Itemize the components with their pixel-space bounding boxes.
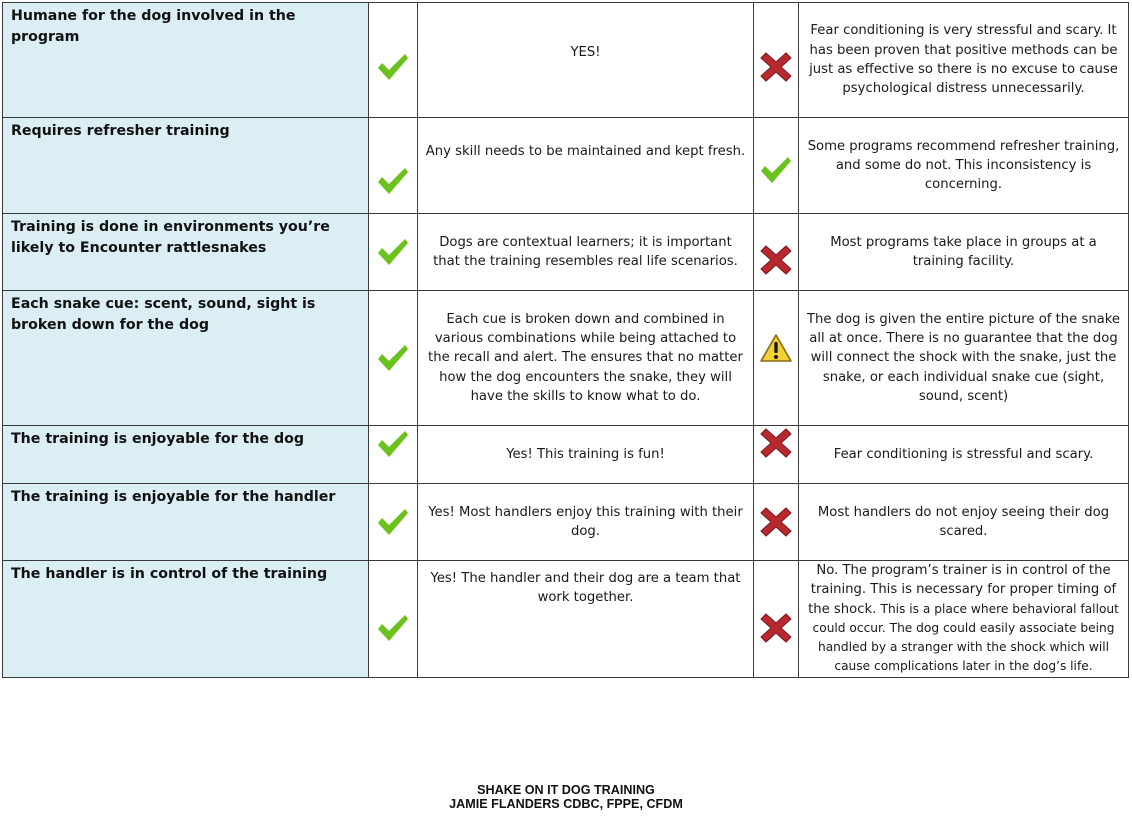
table-row (3, 561, 1129, 678)
positive-text: Yes! Most handlers enjoy this training with their dog. (428, 504, 743, 539)
check-icon (369, 343, 417, 373)
negative-text-cell (799, 3, 1129, 118)
negative-icon-cell (754, 118, 799, 214)
positive-text: YES! (570, 45, 601, 60)
positive-text-cell (418, 426, 754, 484)
x-icon (754, 51, 798, 83)
check-icon (369, 166, 417, 196)
negative-text: Most handlers do not enjoy seeing their dog scared. (817, 504, 1110, 539)
table-row (3, 214, 1129, 291)
negative-icon-cell (754, 291, 799, 426)
table-row (3, 3, 1129, 118)
positive-text: Yes! The handler and their dog are a team that work together. (430, 571, 741, 606)
check-icon (369, 429, 417, 459)
negative-text-cell (799, 426, 1129, 484)
check-icon (754, 155, 798, 185)
negative-text-cell (799, 561, 1129, 678)
footer-author: JAMIE FLANDERS CDBC, FPPE, CFDM (449, 797, 683, 811)
positive-text-cell (418, 291, 754, 426)
positive-text-cell (418, 214, 754, 291)
table-row (3, 118, 1129, 214)
check-icon (369, 52, 417, 82)
positive-icon-cell (369, 3, 418, 118)
positive-text-cell (418, 561, 754, 678)
criterion-cell: Training is done in environments you’re likely to Encounter rattlesnakes (3, 214, 369, 291)
negative-text: Some programs recommend refresher training, and some do not. This inconsistency is concerning. (807, 138, 1120, 193)
negative-icon-cell (754, 214, 799, 291)
footer (0, 783, 1132, 811)
check-icon (369, 613, 417, 643)
footer-company: SHAKE ON IT DOG TRAINING (477, 783, 655, 797)
positive-icon-cell (369, 291, 418, 426)
x-icon (754, 244, 798, 276)
criterion-cell: The training is enjoyable for the handler (3, 484, 369, 561)
negative-icon-cell (754, 484, 799, 561)
criterion-cell: Requires refresher training (3, 118, 369, 214)
check-icon (369, 507, 417, 537)
criterion-cell: The training is enjoyable for the dog (3, 426, 369, 484)
check-icon (369, 237, 417, 267)
table-row (3, 426, 1129, 484)
positive-text: Dogs are contextual learners; it is important that the training resembles real life scenarios. (433, 234, 738, 269)
comparison-table (2, 2, 1129, 678)
positive-icon-cell (369, 561, 418, 678)
negative-text-cell (799, 291, 1129, 426)
negative-text-cell (799, 484, 1129, 561)
negative-text: No. The program’s trainer is in control of the training. This is necessary for proper timing of the shock. (808, 563, 1117, 617)
negative-text: Fear conditioning is very stressful and scary. It has been proven that positive methods can be just as effective so there is no excuse to cause psychological distress unnecessarily. (809, 23, 1118, 97)
positive-text: Each cue is broken down and combined in various combinations while being attached to the recall and alert. The ensures that no matter how the dog encounters the snake, they will have the skills to know what to do. (428, 311, 743, 404)
x-icon (754, 612, 798, 644)
positive-text: Any skill needs to be maintained and kept fresh. (425, 144, 746, 159)
x-icon (754, 506, 798, 538)
positive-icon-cell (369, 118, 418, 214)
warning-icon (754, 333, 798, 363)
positive-text: Yes! This training is fun! (506, 446, 665, 462)
criterion-cell: Humane for the dog involved in the program (3, 3, 369, 118)
negative-text-cell (799, 214, 1129, 291)
negative-icon-cell (754, 561, 799, 678)
table-row (3, 484, 1129, 561)
positive-text-cell (418, 118, 754, 214)
negative-text-cell (799, 118, 1129, 214)
negative-text: Most programs take place in groups at a training facility. (830, 234, 1097, 269)
negative-icon-cell (754, 426, 799, 484)
positive-text-cell (418, 3, 754, 118)
positive-icon-cell (369, 214, 418, 291)
table-row (3, 291, 1129, 426)
criterion-cell: Each snake cue: scent, sound, sight is broken down for the dog (3, 291, 369, 426)
positive-icon-cell (369, 426, 418, 484)
negative-text-small: This is a place where behavioral fallout could occur. The dog could easily associate being handled by a stranger with the shock which will cause complications later in the dog’s life. (812, 601, 1119, 674)
positive-icon-cell (369, 484, 418, 561)
x-icon (754, 427, 798, 459)
positive-text-cell (418, 484, 754, 561)
criterion-cell: The handler is in control of the training (3, 561, 369, 678)
negative-text: Fear conditioning is stressful and scary. (833, 446, 1094, 462)
negative-icon-cell (754, 3, 799, 118)
negative-text: The dog is given the entire picture of the snake all at once. There is no guarantee that the dog will connect the shock with the snake, just the snake, or each individual snake cue (sight, sound, scent) (806, 311, 1121, 404)
